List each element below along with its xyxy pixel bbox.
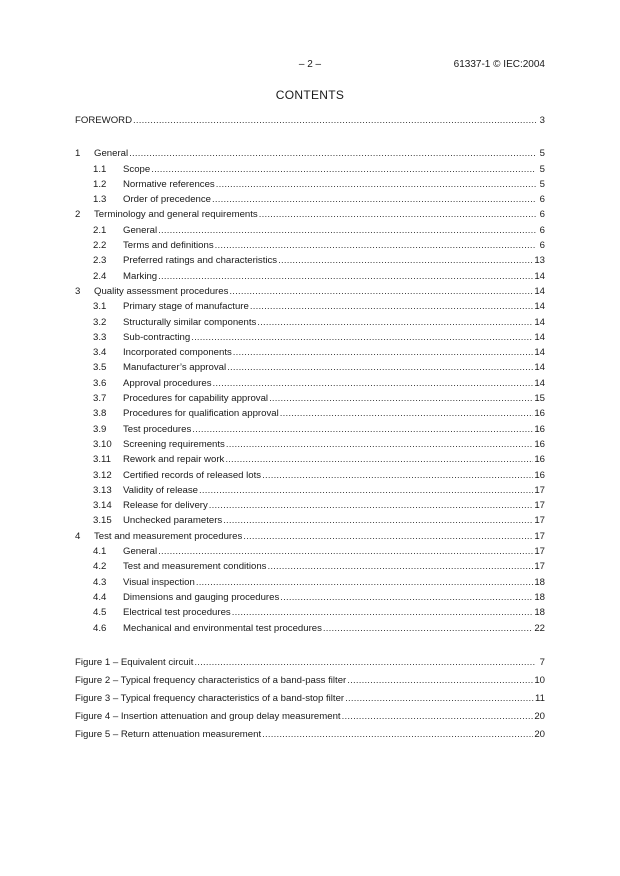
toc-entry-subsection[interactable] [75, 590, 545, 605]
toc-entry-page: 14 [534, 362, 545, 374]
toc-entry-figure[interactable] [75, 690, 545, 708]
dot-leader [262, 726, 533, 744]
dot-leader [250, 299, 533, 314]
dot-leader [209, 498, 534, 513]
toc-entry-text: Scope [123, 163, 151, 175]
toc-entry-page: 16 [534, 438, 545, 450]
toc-entry-subsection[interactable] [75, 253, 545, 268]
toc-entry-number: 3.11 [93, 454, 111, 466]
toc-entry-text: Screening requirements [123, 438, 225, 450]
toc-entry-number: 3.5 [93, 362, 107, 374]
toc-entry-number: 3.10 [93, 438, 112, 450]
toc-entry-text: Visual inspection [123, 576, 195, 588]
toc-entry-page: 14 [534, 270, 545, 282]
toc-entry-number: 3.14 [93, 500, 112, 512]
toc-entry-figure[interactable] [75, 654, 545, 672]
toc-entry-page: 22 [534, 622, 545, 634]
toc-entry-page: 14 [534, 301, 545, 313]
toc-entry-number: 1.2 [93, 178, 107, 190]
toc-entry-number: 1 [75, 148, 81, 160]
dot-leader [345, 690, 534, 708]
spacer [75, 128, 545, 146]
toc-entry-page: 14 [534, 347, 545, 359]
toc-entry-page: 16 [534, 469, 545, 481]
toc-entry-page: 6 [539, 194, 545, 206]
dot-leader [257, 315, 533, 330]
toc-entry-page: 16 [534, 454, 545, 466]
dot-leader [347, 672, 533, 690]
toc-entry-page: 17 [534, 561, 545, 573]
toc-entry-subsection[interactable] [75, 559, 545, 574]
toc-entry-number: 3 [75, 285, 81, 297]
toc-entry-number: 3.1 [93, 301, 107, 313]
toc-entry-subsection[interactable] [75, 192, 545, 207]
dot-leader [151, 162, 536, 177]
toc-entry-text: Test procedures [123, 423, 192, 435]
toc-entry-subsection[interactable] [75, 468, 545, 483]
toc-entry-subsection[interactable] [75, 437, 545, 452]
toc-entry-page: 5 [539, 148, 545, 160]
toc-entry-text: Figure 4 – Insertion attenuation and group delay measurement [75, 710, 341, 722]
dot-leader [259, 207, 536, 222]
toc-entry-page: 11 [535, 692, 545, 704]
toc-entry-subsection[interactable] [75, 422, 545, 437]
toc-entry-number: 2.2 [93, 240, 107, 252]
toc-entry-number: 3.15 [93, 515, 112, 527]
toc-entry-subsection[interactable] [75, 299, 545, 314]
toc-entry-page: 17 [534, 530, 545, 542]
dot-leader [215, 238, 536, 253]
dot-leader [223, 513, 533, 528]
toc-entry-number: 4.4 [93, 591, 107, 603]
toc-entry-page: 18 [534, 576, 545, 588]
toc-entry-page: 17 [534, 484, 545, 496]
toc-entry-subsection[interactable] [75, 238, 545, 253]
dot-leader [213, 376, 534, 391]
toc-entry-text: Figure 1 – Equivalent circuit [75, 656, 194, 668]
toc-entry-number: 1.1 [93, 163, 107, 175]
toc-entry-subsection[interactable] [75, 345, 545, 360]
dot-leader [158, 223, 536, 238]
toc-entry-figure[interactable] [75, 726, 545, 744]
toc-entry-number: 2 [75, 209, 81, 221]
toc-entry-page: 5 [539, 163, 545, 175]
toc-entry-number: 4.3 [93, 576, 107, 588]
toc-entry-text: Terms and definitions [123, 240, 214, 252]
toc-entry-text: Structurally similar components [123, 316, 257, 328]
toc-entry-text: Certified records of released lots [123, 469, 262, 481]
toc-entry-figure[interactable] [75, 708, 545, 726]
dot-leader [232, 605, 534, 620]
toc-entry-number: 4.1 [93, 546, 107, 558]
toc-entry-text: Order of precedence [123, 194, 211, 206]
toc-entry-text: Manufacturer’s approval [123, 362, 227, 374]
toc-entry-number: 3.2 [93, 316, 107, 328]
toc-entry-text: Primary stage of manufacture [123, 301, 249, 313]
toc-entry-subsection[interactable] [75, 162, 545, 177]
toc-entry-subsection[interactable] [75, 513, 545, 528]
toc-entry-page: 18 [534, 607, 545, 619]
toc-entry-text: Terminology and general requirements [94, 209, 258, 221]
dot-leader [280, 406, 534, 421]
dot-leader [323, 621, 533, 636]
toc-entry-number: 3.4 [93, 347, 107, 359]
toc-entry-page: 7 [539, 656, 545, 668]
dot-leader [233, 345, 534, 360]
toc-entry-page: 14 [534, 316, 545, 328]
document-id: 61337-1 © IEC:2004 [453, 59, 545, 70]
toc-entry-number: 3.13 [93, 484, 112, 496]
toc-entry-page: 14 [534, 331, 545, 343]
dot-leader [227, 360, 533, 375]
toc-entry-text: FOREWORD [75, 115, 133, 126]
dot-leader [278, 253, 533, 268]
toc-entry-number: 4.2 [93, 561, 107, 573]
toc-entry-text: Figure 2 – Typical frequency characteristics of a band-pass filter [75, 674, 347, 686]
toc-entry-text: Incorporated components [123, 347, 232, 359]
toc-entry-text: Marking [123, 270, 158, 282]
toc-entry-text: Normative references [123, 178, 215, 190]
toc-entry-text: Rework and repair work [123, 454, 225, 466]
dot-leader [212, 192, 536, 207]
toc-entry-number: 4.5 [93, 607, 107, 619]
dot-leader [199, 483, 533, 498]
toc-entry-text: General [94, 148, 129, 160]
toc-entry-page: 13 [534, 255, 545, 267]
dot-leader [342, 708, 534, 726]
toc-entry-page: 17 [534, 500, 545, 512]
toc-entry-page: 20 [534, 710, 545, 722]
toc-entry-text: Figure 3 – Typical frequency characteristics of a band-stop filter [75, 692, 345, 704]
dot-leader [158, 544, 533, 559]
toc-entry-subsection[interactable] [75, 452, 545, 467]
toc-entry-text: Procedures for capability approval [123, 393, 269, 405]
toc-entry-subsection[interactable] [75, 605, 545, 620]
toc-entry-text: Test and measurement conditions [123, 561, 267, 573]
toc-entry-subsection[interactable] [75, 360, 545, 375]
dot-leader [194, 654, 536, 672]
toc-entry-page: 3 [539, 115, 545, 126]
toc-entry-subsection[interactable] [75, 621, 545, 636]
toc-entry-page: 20 [534, 728, 545, 740]
toc-entry-text: Electrical test procedures [123, 607, 231, 619]
toc-entry-text: Approval procedures [123, 377, 212, 389]
toc-entry-page: 18 [534, 591, 545, 603]
toc-entry-subsection[interactable] [75, 223, 545, 238]
toc-entry-number: 3.7 [93, 393, 107, 405]
table-of-contents [75, 113, 545, 744]
toc-entry-number: 3.8 [93, 408, 107, 420]
toc-entry-text: General [123, 224, 158, 236]
toc-entry-number: 2.1 [93, 224, 107, 236]
toc-entry-section[interactable] [75, 207, 545, 222]
dot-leader [226, 437, 533, 452]
toc-entry-number: 3.6 [93, 377, 107, 389]
toc-entry-page: 10 [534, 674, 545, 686]
toc-entry-number: 4.6 [93, 622, 107, 634]
toc-entry-subsection[interactable] [75, 391, 545, 406]
toc-entry-section[interactable] [75, 529, 545, 544]
dot-leader [225, 452, 533, 467]
toc-entry-text: Release for delivery [123, 500, 208, 512]
toc-entry-number: 1.3 [93, 194, 107, 206]
toc-entry-subsection[interactable] [75, 544, 545, 559]
toc-entry-number: 2.4 [93, 270, 107, 282]
toc-entry-text: Quality assessment procedures [94, 285, 229, 297]
dot-leader [267, 559, 533, 574]
toc-entry-text: Preferred ratings and characteristics [123, 255, 278, 267]
toc-entry-page: 17 [534, 515, 545, 527]
toc-entry-text: General [123, 546, 158, 558]
toc-entry-number: 4 [75, 530, 81, 542]
toc-entry-page: 15 [534, 393, 545, 405]
toc-entry-number: 2.3 [93, 255, 107, 267]
toc-entry-foreword[interactable] [75, 113, 545, 128]
toc-entry-subsection[interactable] [75, 315, 545, 330]
toc-entry-text: Sub-contracting [123, 331, 191, 343]
toc-entry-text: Dimensions and gauging procedures [123, 591, 280, 603]
dot-leader [158, 269, 533, 284]
toc-entry-subsection[interactable] [75, 483, 545, 498]
toc-entry-subsection[interactable] [75, 575, 545, 590]
toc-entry-page: 6 [539, 240, 545, 252]
dot-leader [129, 146, 536, 161]
toc-entry-text: Unchecked parameters [123, 515, 223, 527]
toc-entry-number: 3.12 [93, 469, 112, 481]
spacer [75, 636, 545, 654]
dot-leader [243, 529, 533, 544]
dot-leader [191, 330, 533, 345]
dot-leader [192, 422, 533, 437]
toc-entry-text: Test and measurement procedures [94, 530, 243, 542]
toc-entry-subsection[interactable] [75, 269, 545, 284]
toc-entry-subsection[interactable] [75, 330, 545, 345]
toc-entry-page: 16 [534, 423, 545, 435]
dot-leader [229, 284, 533, 299]
toc-entry-subsection[interactable] [75, 498, 545, 513]
toc-entry-page: 14 [534, 377, 545, 389]
toc-entry-page: 6 [539, 224, 545, 236]
dot-leader [269, 391, 533, 406]
toc-entry-page: 14 [534, 285, 545, 297]
toc-entry-page: 16 [534, 408, 545, 420]
dot-leader [262, 468, 533, 483]
toc-entry-page: 6 [539, 209, 545, 221]
toc-entry-number: 3.9 [93, 423, 107, 435]
contents-title: CONTENTS [275, 88, 345, 102]
toc-entry-text: Procedures for qualification approval [123, 408, 279, 420]
dot-leader [133, 113, 536, 128]
dot-leader [280, 590, 533, 605]
toc-entry-subsection[interactable] [75, 376, 545, 391]
toc-entry-text: Validity of release [123, 484, 199, 496]
toc-entry-page: 17 [534, 546, 545, 558]
page-number: – 2 – [298, 59, 322, 70]
toc-entry-subsection[interactable] [75, 177, 545, 192]
dot-leader [216, 177, 536, 192]
dot-leader [196, 575, 534, 590]
toc-entry-figure[interactable] [75, 672, 545, 690]
toc-entry-page: 5 [539, 178, 545, 190]
toc-entry-section[interactable] [75, 146, 545, 161]
toc-entry-text: Figure 5 – Return attenuation measurement [75, 728, 262, 740]
toc-entry-text: Mechanical and environmental test procedures [123, 622, 322, 634]
toc-entry-section[interactable] [75, 284, 545, 299]
toc-entry-subsection[interactable] [75, 406, 545, 421]
toc-entry-number: 3.3 [93, 331, 107, 343]
